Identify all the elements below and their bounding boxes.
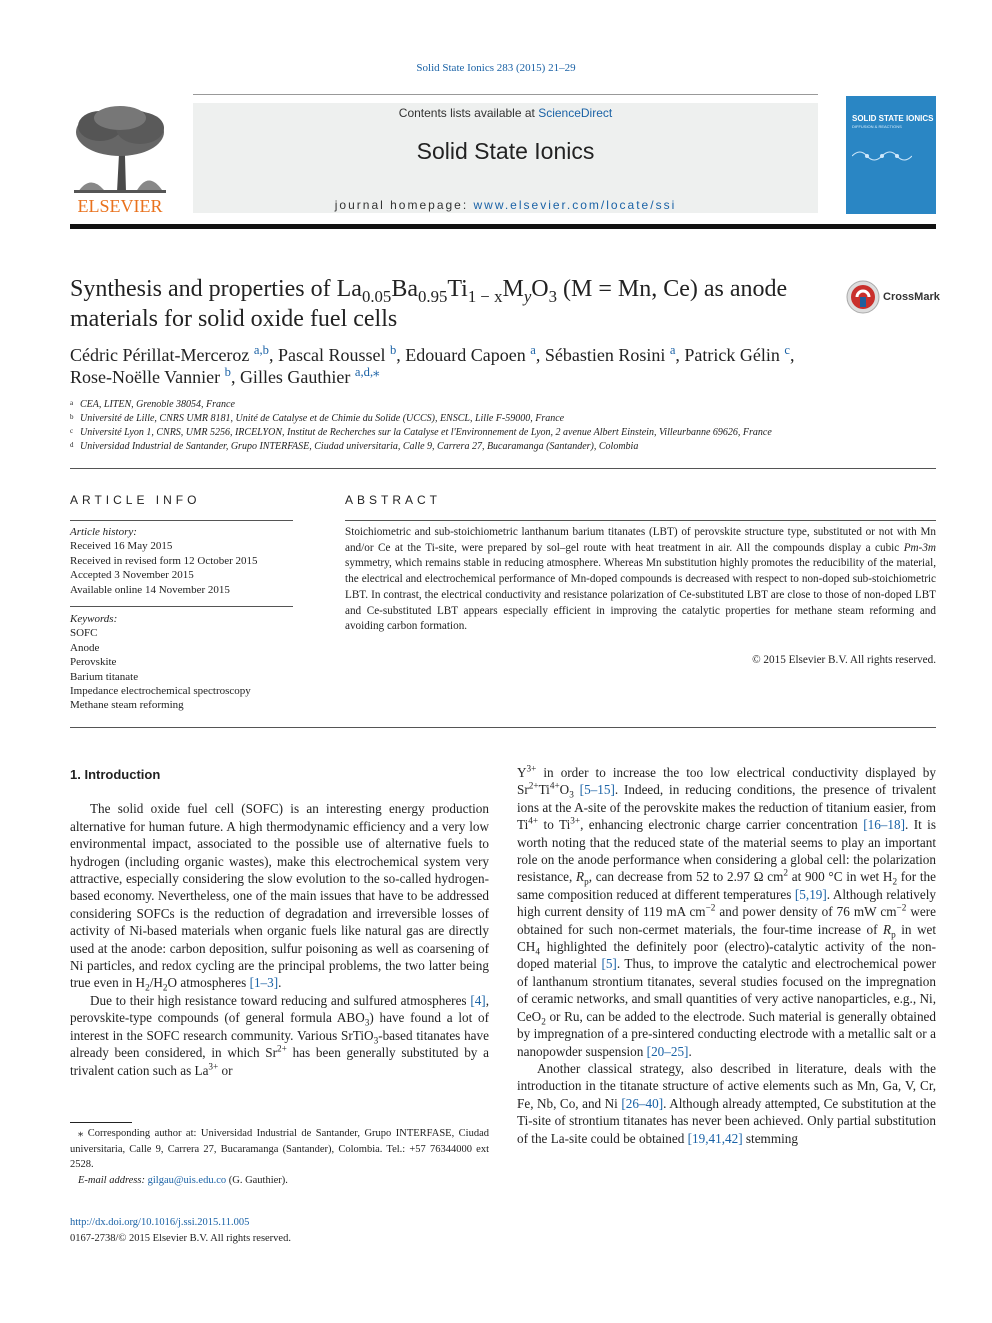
sciencedirect-link[interactable]: ScienceDirect bbox=[538, 106, 613, 120]
abstract-rule bbox=[345, 520, 936, 521]
journal-reference-link[interactable]: Solid State Ionics 283 (2015) 21–29 bbox=[416, 62, 576, 74]
crossmark-label: CrossMark bbox=[883, 291, 940, 303]
keyword-item: SOFC bbox=[70, 627, 98, 640]
keyword-item: Anode bbox=[70, 641, 100, 654]
keyword-item: Perovskite bbox=[70, 656, 117, 669]
article-title: Synthesis and properties of $La_{0.05}Ba_{0.95}Ti_{1 - x}M_yO_3$ (M = Mn, Ce) as anode materials for solid oxide fuel cells bbox=[70, 276, 788, 332]
affiliations-rule bbox=[70, 468, 936, 469]
article-info-rule-top bbox=[70, 520, 293, 521]
abstract-heading: ABSTRACT bbox=[345, 493, 442, 507]
keyword-item: Barium titanate bbox=[70, 670, 139, 683]
history-label: Article history: bbox=[70, 526, 137, 538]
body-right-column bbox=[517, 764, 936, 1147]
keywords bbox=[70, 612, 293, 713]
paragraph: Due to their high resistance toward reducing and sulfured atmospheres [4], perovskite-type compounds (of general formula $ABO_3$) have found a lot of interest in the SOFC research community. Various SrTiO$_3$-based titanates have already been considered, in which $Sr^{2+}$ has been generally substituted by a trivalent cation such as $La^{3+}$ or bbox=[70, 992, 489, 1078]
issn-line: 0167-2738/© 2015 Elsevier B.V. All rights reserved. bbox=[70, 1232, 291, 1244]
online-date: Available online 14 November 2015 bbox=[70, 583, 230, 596]
article-info-heading: ARTICLE INFO bbox=[70, 493, 201, 507]
elsevier-wordmark: ELSEVIER bbox=[77, 196, 163, 216]
homepage-link[interactable]: www.elsevier.com/locate/ssi bbox=[473, 198, 677, 212]
keywords-label: Keywords: bbox=[70, 613, 118, 625]
ref-link[interactable]: [1–3] bbox=[249, 975, 279, 991]
section-heading-introduction: 1. Introduction bbox=[70, 767, 161, 782]
abstract-bottom-rule bbox=[70, 727, 936, 728]
author-rosini[interactable]: Sébastien Rosini bbox=[544, 345, 666, 365]
crossmark-icon bbox=[846, 280, 880, 314]
header-bottom-rule bbox=[70, 224, 936, 229]
ref-link[interactable]: [5,19] bbox=[794, 886, 827, 902]
cover-title: SOLID STATE IONICS bbox=[852, 114, 934, 123]
ref-link[interactable]: [16–18] bbox=[863, 817, 905, 833]
journal-cover-thumbnail[interactable] bbox=[846, 96, 936, 214]
affiliation-b: b Université de Lille, CNRS UMR 8181, Unité de Catalyse et de Chimie du Solide (UCCS), ENSCL, Lille F-59000, France bbox=[70, 413, 565, 424]
keyword-item: Impedance electrochemical spectroscopy bbox=[70, 685, 251, 698]
affiliation-a: a CEA, LITEN, Grenoble 38054, France bbox=[70, 399, 235, 410]
author-capoen[interactable]: Edouard Capoen bbox=[405, 345, 526, 365]
affiliation-d: d Universidad Industrial de Santander, Grupo INTERFASE, Ciudad universitaria, Calle 9, Carrera 27, Bucaramanga (Santander), Colombia bbox=[70, 441, 639, 452]
footnote-rule bbox=[70, 1122, 132, 1123]
ref-link[interactable]: [26–40] bbox=[621, 1095, 664, 1111]
keyword-item: Methane steam reforming bbox=[70, 699, 184, 712]
ref-link[interactable]: [4] bbox=[470, 992, 486, 1008]
contents-lists-line: Contents lists available at ScienceDirect bbox=[398, 106, 613, 120]
author-vannier[interactable]: Rose-Noëlle Vannier bbox=[70, 367, 221, 387]
accepted-date: Accepted 3 November 2015 bbox=[70, 569, 194, 582]
paragraph: $Y^{3+}$ in order to increase the too low electrical conductivity displayed by $Sr^{2+}Ti^{4+}O_3$ [5–15]. Indeed, in reducing conditions, the presence of trivalent ions at the A-site of the perovskite makes the reduction of titanium easier, from $Ti^{4+}$ to $Ti^{3+}$, enhancing electronic charge carrier concentration [16–18]. It is worth noting that the reduced state of the material seems to play an important role on the anode performance when considering a global cell: the polarization resistance, $R_p$, can decrease from 52 to 2.97 Ω $cm^2$ at 900 °C in wet $H_2$ for the same composition reduced at different temperatures [5,19]. Although relatively high current density of 119 mA $cm^{-2}$ and power density of 76 mW $cm^{-2}$ were obtained for such non-cermet materials, the four-time increase of $R_p$ in wet $CH_4$ highlighted the definitely poor (electro)-catalytic activity of the non-doped material [5]. Thus, to improve the catalytic and electrochemical power of lanthanum strontium titanates, several studies focused on the impregnation of ceramic networks, and small quantities of very active nanoparticles, e.g., Ni, CeO$_2$ or Ru, can be added to the electrode. Such material is generally obtained by impregnation of a pre-sintered conducting electrode with a metallic salt or a nanopowder suspension [20–25]. bbox=[517, 763, 937, 1059]
footnote-text: ⁎ Corresponding author at: Universidad Industrial de Santander, Grupo INTERFASE, Ciudad universitaria, Calle 9, Carrera 27, Bucaramanga (Santander), Colombia. Tel.: +57 76344000 ext 2528. bbox=[70, 1128, 489, 1170]
ref-link[interactable]: [19,41,42] bbox=[687, 1130, 743, 1146]
affiliations bbox=[70, 398, 936, 454]
crossmark-badge[interactable] bbox=[846, 280, 946, 314]
cover-subtitle: DIFFUSION & REACTIONS bbox=[852, 124, 902, 129]
paragraph: Another classical strategy, also described in literature, deals with the introduction in the titanate structure of active elements such as Mn, Ga, V, Cr, Fe, Nb, Co, and Ni [26–40]. Although already attempted, Ce substitution at the Ti-site of strontium titanates has never been achieved. Only partial substitution of the La-site could be obtained [19,41,42] stemming bbox=[517, 1060, 936, 1146]
author-list: Cédric Périllat-Merceroz $^{a,b}$, Pascal Roussel $^b$, Edouard Capoen $^a$, Sébastien Rosini $^a$, Patrick Gélin $^c$, Rose-Noëlle Vannier $^b$, Gilles Gauthier $^{a,d,⁎}$ bbox=[70, 343, 795, 387]
email-link[interactable]: gilgau@uis.edu.co bbox=[147, 1174, 227, 1186]
article-history bbox=[70, 525, 293, 597]
cover-wave-icon bbox=[852, 146, 912, 166]
ref-link[interactable]: [5] bbox=[601, 956, 617, 972]
journal-banner bbox=[193, 103, 818, 213]
elsevier-tree-logo-icon[interactable] bbox=[70, 104, 170, 216]
journal-title: Solid State Ionics bbox=[416, 138, 595, 164]
footnote-email: E-mail address: gilgau@uis.edu.co (G. Gauthier). bbox=[78, 1174, 288, 1186]
journal-homepage: journal homepage: www.elsevier.com/locate/ssi bbox=[334, 198, 677, 212]
ref-link[interactable]: [5–15] bbox=[579, 782, 615, 798]
article-doi-block bbox=[70, 1215, 470, 1246]
article-info-rule-mid bbox=[70, 606, 293, 607]
received-date: Received 16 May 2015 bbox=[70, 540, 173, 553]
abstract-text: Stoichiometric and sub-stoichiometric lanthanum barium titanates (LBT) of perovskite structure type, substituted or not with Mn and/or Ce at the Ti-site, were prepared by sol–gel route with heat treatment in air. All the compounds display a cubic Pm-3m symmetry, which remains stable in reducing atmosphere. Whereas Mn substitution highly promotes the reducibility of the material, the electrical and electrochemical performance of Mn-doped compounds is decreased with respect to non-doped sub-stoichiometric LBT. In contrast, the electrical conductivity and resistance polarization of Ce-substituted LBT are close to those of non-doped LBT and Ce-substituted LBT appears especially efficient in improving the catalytic properties for methane steam reforming and avoiding carbon formation. bbox=[345, 526, 936, 633]
body-left-column bbox=[70, 764, 489, 1079]
author-gelin[interactable]: Patrick Gélin bbox=[684, 345, 780, 365]
abstract-copyright: © 2015 Elsevier B.V. All rights reserved. bbox=[752, 654, 936, 666]
author-gauthier[interactable]: Gilles Gauthier bbox=[239, 367, 351, 387]
paragraph: The solid oxide fuel cell (SOFC) is an interesting energy production alternative for human future. A high thermodynamic efficiency and a very low environmental impact, associated to the possible use of alternative fuels to hydrogen (including organic wastes), make this electrochemical system very attractive, especially considering the slow evolution to the so-called hydrogen-based economy. Nevertheless, one of the main issues that have to be addressed considering SOFCs is the reduction of degradation and irreversible losses of activity of Ni-based materials when organic fuels like natural gas are directly used at the anode: carbon deposition, sulfur poisoning as well as coarsening of Ni particles, and redox cycling are the principal problems, the two latter being true even in $H_2/H_2O$ atmospheres [1–3]. bbox=[70, 801, 489, 994]
author-perillat[interactable]: Cédric Périllat-Merceroz bbox=[70, 345, 250, 365]
header-top-rule bbox=[193, 94, 818, 95]
revised-date: Received in revised form 12 October 2015 bbox=[70, 554, 258, 567]
author-roussel[interactable]: Pascal Roussel bbox=[277, 345, 386, 365]
corresponding-author-footnote bbox=[70, 1126, 489, 1188]
ref-link[interactable]: [20–25] bbox=[646, 1043, 689, 1059]
affiliation-c: c Université Lyon 1, CNRS, UMR 5256, IRCELYON, Institut de Recherches sur la Catalyse et l'Environnement de Lyon, 2 avenue Albert Einstein, Villeurbanne 69626, France bbox=[70, 427, 772, 438]
doi-link[interactable]: http://dx.doi.org/10.1016/j.ssi.2015.11.005 bbox=[70, 1217, 250, 1228]
